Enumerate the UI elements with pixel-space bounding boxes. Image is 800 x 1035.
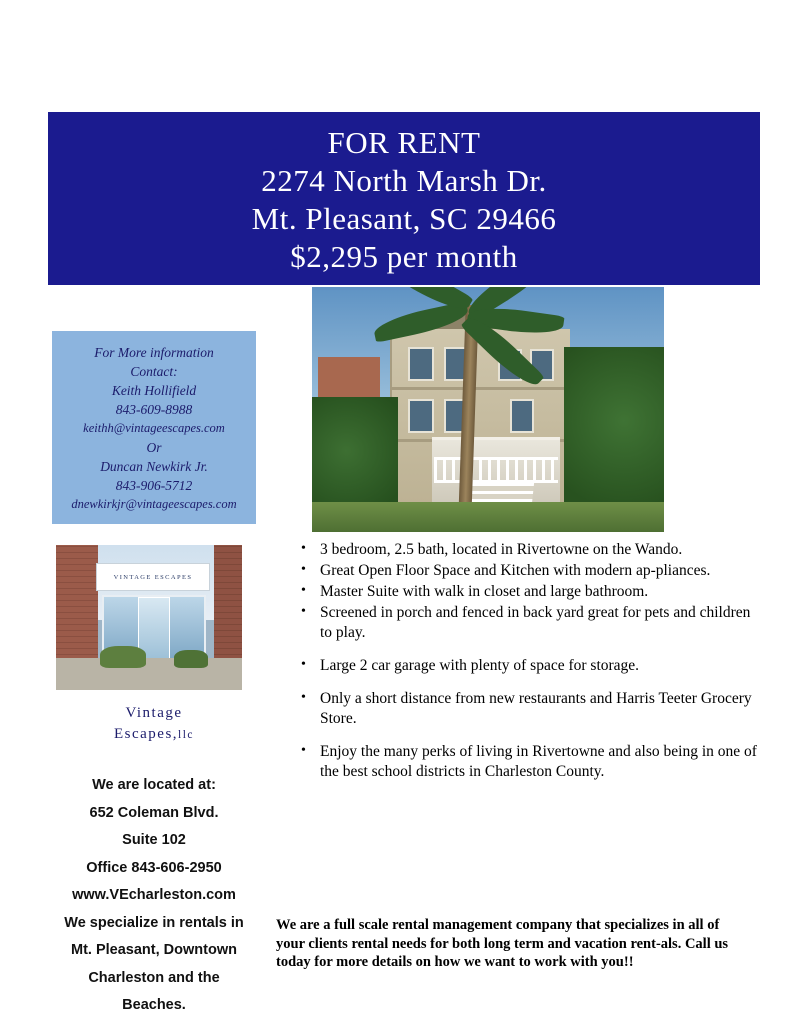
- list-item: • Great Open Floor Space and Kitchen with modern ap-pliances.: [320, 561, 760, 581]
- header-street-address: 2274 North Marsh Dr.: [261, 163, 547, 198]
- storefront-photo: [56, 545, 242, 690]
- office-line-suite: Suite 102: [122, 832, 186, 848]
- contact-phone-secondary: 843-906-5712: [115, 478, 193, 493]
- company-name-line1: Vintage: [125, 705, 183, 721]
- storefront-sign: [96, 563, 210, 591]
- office-line-specialty-3: Charleston and the: [88, 969, 220, 986]
- company-logotype: [52, 703, 256, 746]
- contact-email-primary[interactable]: keithh@vintageescapes.com: [83, 421, 225, 435]
- photo-window-5: [408, 399, 434, 433]
- header-price: $2,295 per month: [290, 239, 518, 274]
- contact-email-secondary[interactable]: dnewkirkjr@vintageescapes.com: [71, 497, 237, 511]
- contact-name-primary: Keith Hollifield: [111, 383, 197, 398]
- list-item: • Only a short distance from new restaurants and Harris Teeter Grocery Store.: [320, 689, 760, 729]
- photo-floor-divider-upper: [390, 387, 568, 390]
- features-list: [290, 540, 760, 783]
- list-item: • Large 2 car garage with plenty of space for storage.: [320, 656, 760, 676]
- contact-heading-line2: Contact:: [130, 364, 178, 379]
- property-photo: [312, 287, 664, 532]
- company-name-line2: [52, 724, 256, 746]
- contact-section: [52, 331, 256, 524]
- office-line-specialty-1: We specialize in rentals in: [64, 914, 244, 931]
- office-line-website[interactable]: www.VEcharleston.com: [72, 887, 236, 903]
- contact-box: [52, 331, 256, 524]
- company-name-escapes: Escapes,: [113, 726, 179, 742]
- storefront-shrub-right: [174, 650, 208, 668]
- features-ul: [290, 540, 760, 782]
- office-line-phone: Office 843-606-2950: [86, 859, 222, 876]
- list-item: • Screened in porch and fenced in back yard great for pets and children to play.: [320, 603, 760, 643]
- list-item: • 3 bedroom, 2.5 bath, located in Rivertowne on the Wando.: [320, 540, 760, 560]
- contact-name-secondary: Duncan Newkirk Jr.: [100, 459, 208, 474]
- list-item: • Master Suite with walk in closet and large bathroom.: [320, 582, 760, 602]
- office-line-specialty-4: Beaches.: [122, 997, 186, 1013]
- photo-porch-railing: [434, 457, 558, 483]
- footer-paragraph: We are a full scale rental management company that specializes in all of your clients rental needs for both long term and vacation rent-als. Call us today for more details on how we want to work with you!!: [276, 917, 729, 970]
- office-info: [52, 772, 256, 1020]
- storefront-sign-text: VINTAGE ESCAPES: [113, 573, 193, 581]
- contact-phone-primary: 843-609-8988: [115, 402, 193, 417]
- storefront-shrub-left: [100, 646, 146, 668]
- contact-heading-line1: For More information: [94, 345, 214, 360]
- office-line-specialty-2: Mt. Pleasant, Downtown: [71, 942, 237, 958]
- office-line-located-at: We are located at:: [92, 777, 216, 793]
- header-title-for-rent: FOR RENT: [327, 125, 481, 160]
- photo-window-7: [510, 399, 534, 433]
- company-name-llc: llc: [178, 729, 195, 741]
- office-line-street: 652 Coleman Blvd.: [89, 804, 219, 821]
- header-banner: [48, 112, 760, 285]
- header-city-state-zip: Mt. Pleasant, SC 29466: [251, 201, 557, 236]
- photo-lawn: [312, 502, 664, 532]
- photo-window-1: [408, 347, 434, 381]
- contact-separator-or: Or: [146, 440, 162, 455]
- storefront-sidewalk: [56, 658, 242, 690]
- list-item: • Enjoy the many perks of living in Rivertowne and also being in one of the best school districts in Charleston County.: [320, 742, 760, 782]
